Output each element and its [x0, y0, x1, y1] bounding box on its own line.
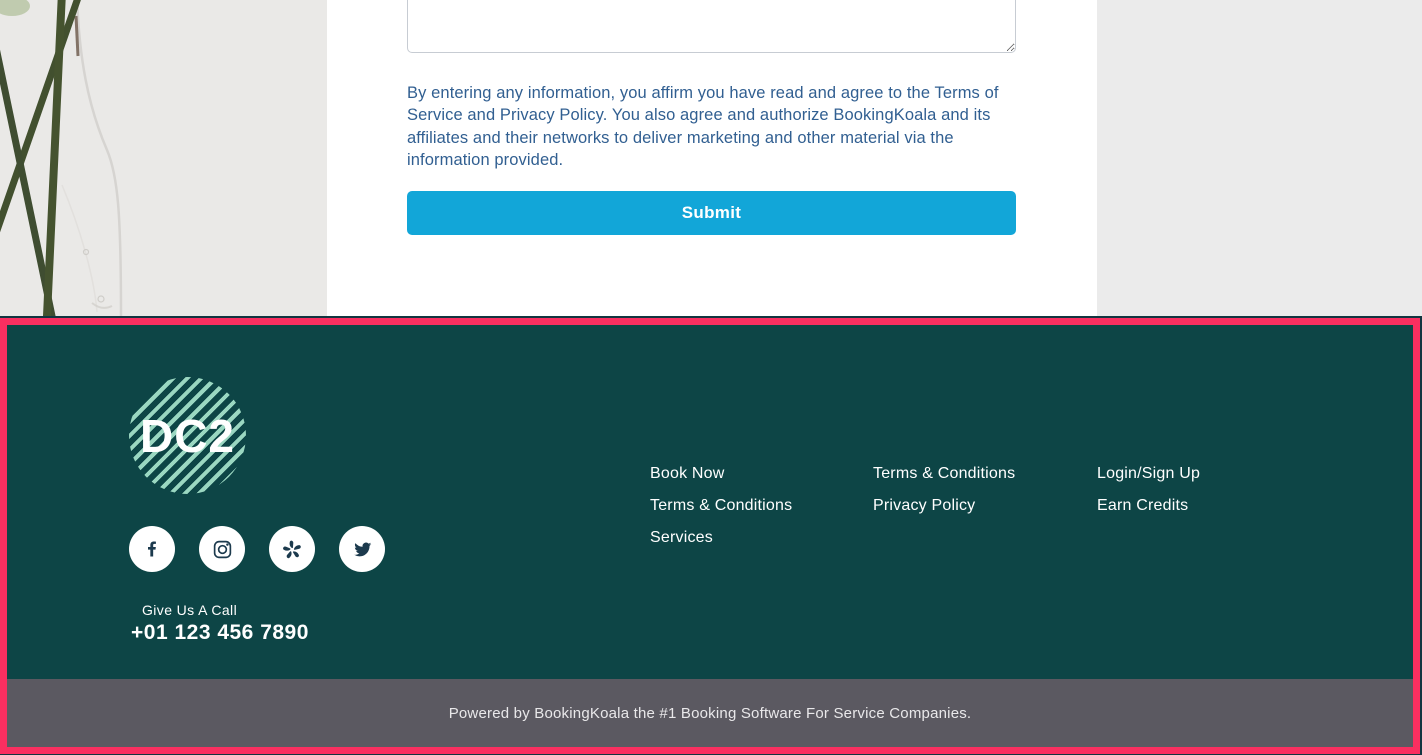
social-links: [129, 526, 385, 572]
instagram-icon: [212, 539, 233, 560]
powered-by-text: Powered by BookingKoala the #1 Booking Software For Service Companies.: [448, 704, 972, 722]
footer-link-book-now[interactable]: Book Now: [650, 465, 725, 482]
powered-bar: [7, 679, 1413, 747]
footer-links-column-3: [1097, 465, 1200, 529]
footer-link-terms[interactable]: Terms & Conditions: [650, 497, 793, 514]
footer: [7, 325, 1413, 679]
footer-link-earn-credits[interactable]: Earn Credits: [1097, 497, 1189, 514]
brand-logo: [129, 377, 246, 494]
hero-section: [0, 0, 1422, 316]
footer-links-column-2: [873, 465, 1015, 529]
form-disclaimer: By entering any information, you affirm you have read and agree to the Terms of Service and Privacy Policy. You also agree and authorize BookingKoala and its affiliates and their networks to deliver marketing and other material via the information provided.: [407, 84, 999, 170]
plant-vase-photo: [0, 0, 327, 316]
yelp-icon: [281, 538, 303, 560]
phone-number[interactable]: +01 123 456 7890: [131, 621, 309, 644]
twitter-icon: [352, 539, 373, 560]
footer-frame: [0, 316, 1422, 755]
facebook-link[interactable]: [129, 526, 175, 572]
footer-link-terms-2[interactable]: Terms & Conditions: [873, 465, 1016, 482]
footer-link-services[interactable]: Services: [650, 529, 713, 546]
facebook-icon: [142, 539, 162, 559]
logo-text: DC2: [139, 409, 236, 462]
instagram-link[interactable]: [199, 526, 245, 572]
submit-button[interactable]: Submit: [407, 191, 1016, 235]
twitter-link[interactable]: [339, 526, 385, 572]
call-label: Give Us A Call: [142, 602, 238, 618]
background-panel: [1097, 0, 1422, 316]
message-textarea[interactable]: [407, 0, 1016, 53]
footer-border: [0, 318, 1420, 754]
contact-form: [407, 0, 1016, 235]
plant-vase-illustration: [0, 0, 327, 316]
footer-link-login-signup[interactable]: Login/Sign Up: [1097, 465, 1201, 482]
footer-links-column-1: [650, 465, 792, 561]
yelp-link[interactable]: [269, 526, 315, 572]
footer-link-privacy[interactable]: Privacy Policy: [873, 497, 976, 514]
